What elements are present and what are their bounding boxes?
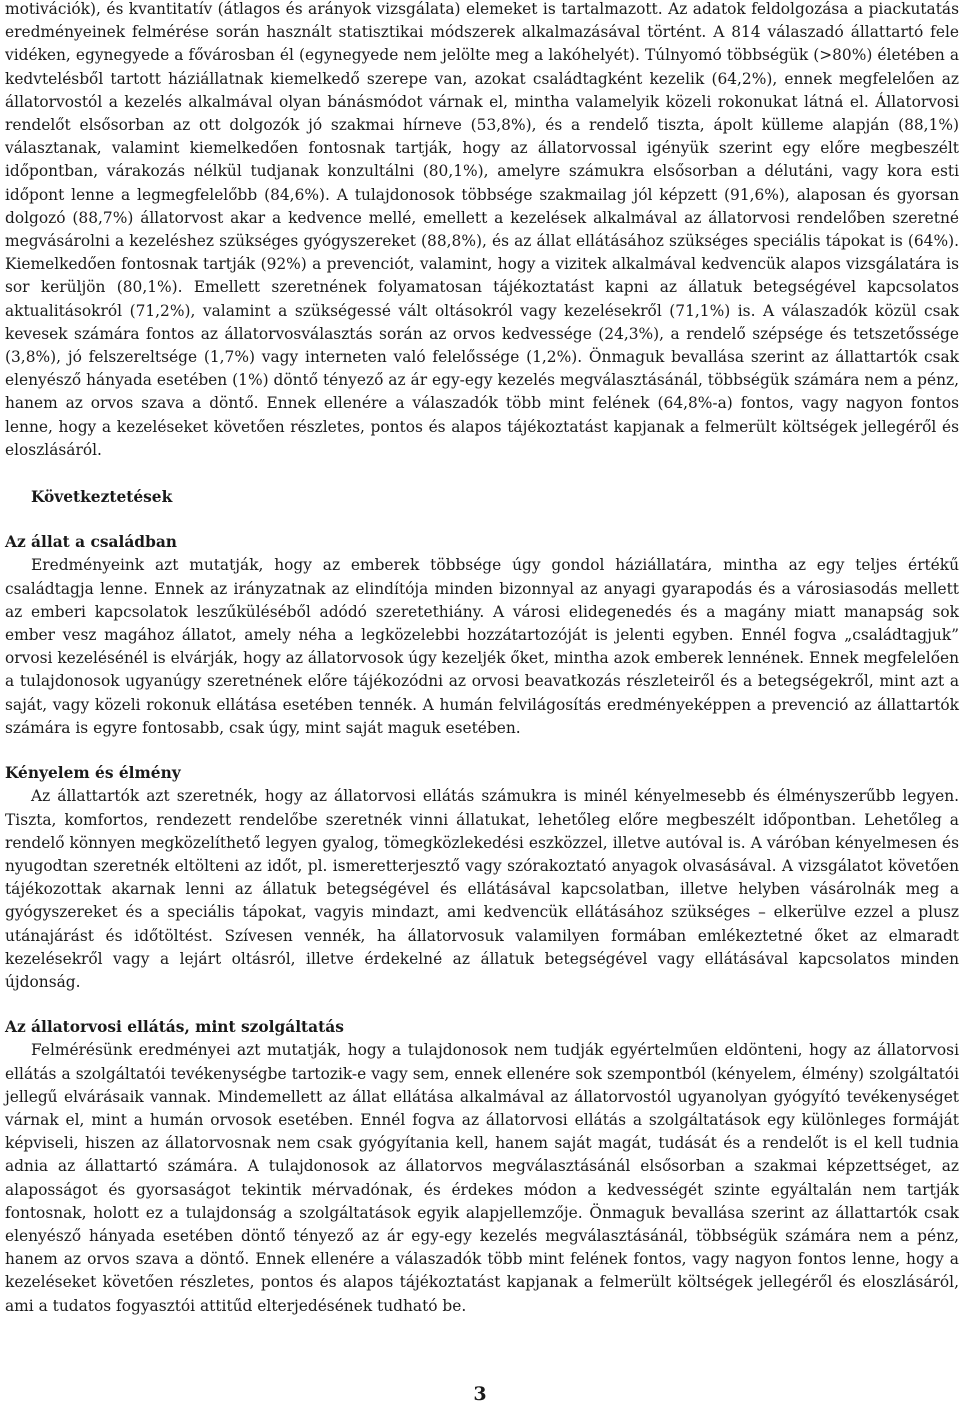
- document-page: [5, 0, 959, 1318]
- page-number: 3: [473, 1383, 487, 1405]
- section-heading-family: Az állat a családban: [5, 533, 177, 552]
- section-paragraph-service: Felmérésünk eredményei azt mutatják, hogy a tulajdonosok nem tudják egyértelműen eldönteni, hogy az állatorvosi ellátás a szolgáltatói tevékenységbe tartozik-e vagy sem, ennek ellenére sok szempontból (kényelem, élmény) szolgáltatói jellegű elvárásaik vannak. Mindemellett az állat ellátása alkalmával az állatorvostól ugyanolyan gyógyító tevékenységet várnak el, mint a humán orvosok esetében. Ennél fogva az állatorvosi ellátás a szolgáltatások egy különleges formáját képviseli, hiszen az állatorvosnak nem csak gyógyítania kell, hanem saját magát, tudását és a rendelőt is el kell tudnia adnia az állattartó számára. A tulajdonosok az állatorvos megválasztásánál elsősorban a szakmai képzettséget, az alaposságot és gyorsaságot tekintik mérvadónak, és érdekes módon a kedvességét szinte egyáltalán nem tartják fontosnak, holott ez a tulajdonság a szolgáltatások egyik alapjellemzője. Önmaguk bevallása szerint az állattartók csak elenyésző hányada esetében döntő tényező az ár egy-egy kezelés megválasztásánál, többségük számára nem a pénz, hanem az orvos szava a döntő. Ennek ellenére a válaszadók több mint felének fontos, vagy nagyon fontos lenne, hogy a kezeléseket követően részletes, pontos és alapos tájékoztatást kapjanak a felmerült költségek jellegéről és eloszlásáról, ami a tudatos fogyasztói attitűd elterjedésének tudható be.: [5, 1041, 959, 1315]
- intro-paragraph: motivációk), és kvantitatív (átlagos és arányok vizsgálata) elemeket is tartalmazott. Az adatok feldolgozása a piackutatás eredményeinek felmérése során használt statisztikai módszerek alkalmazásával történt. A 814 válaszadó állattartó fele vidéken, egynegyede a fővárosban él (egynegyede nem jelölte meg a lakóhelyét). Túlnyomó többségük (>80%) életében a kedvtelésből tartott háziállatnak kiemelkedő szerepe van, azokat családtagként kezelik (64,2%), ennek megfelelően az állatorvostól a kezelés alkalmával olyan bánásmódot várnak el, mintha valamelyik közeli rokonukat látná el. Állatorvosi rendelőt elsősorban az ott dolgozók jó szakmai hírneve (53,8%), és a rendelő tiszta, ápolt külleme alapján (88,1%) választanak, valamint kiemelkedően fontosnak tartják, hogy az állatorvossal igényük szerint egy előre megbeszélt időpontban, várakozás nélkül tudjanak konzultálni (80,1%), amelyre számukra elsősorban a délutáni, vagy kora esti időpont lenne a legmegfelelőbb (84,6%). A tulajdonosok többsége szakmailag jól képzett (91,6%), alaposan és gyorsan dolgozó (88,7%) állatorvost akar a kedvence mellé, emellett a kezelések alkalmával az állatorvosi rendelőben szeretné megvásárolni a kezeléshez szükséges gyógyszereket (88,8%), és az állat ellátásához szükséges speciális tápokat is (64%). Kiemelkedően fontosnak tartják (92%) a prevenciót, valamint, hogy a vizitek alkalmával kedvencük alapos vizsgálatára is sor kerüljön (80,1%). Emellett szeretnének folyamatosan tájékoztatást kapni az állatuk betegségével kapcsolatos aktualitásokról (71,2%), valamint a szükségessé vált oltásokról vagy kezelésekről (71,1%) is. A válaszadók közül csak kevesek számára fontos az állatorvosválasztás során az orvos kedvessége (24,3%), a rendelő szépsége és tetszetőssége (3,8%), jó felszereltsége (1,7%) vagy interneten való felelőssége (1,2%). Önmaguk bevallása szerint az állattartók csak elenyésző hányada esetében (1%) döntő tényező az ár egy-egy kezelés megválasztásánál, többségük számára nem a pénz, hanem az orvos szava a döntő. Ennek ellenére a válaszadók több mint felének (64,8%-a) fontos, vagy nagyon fontos lenne, hogy a kezeléseket követően részletes, pontos és alapos tájékoztatást kapjanak a felmerült költségek jellegéről és eloszlásáról.: [5, 0, 959, 459]
- section-heading-comfort: Kényelem és élmény: [5, 764, 181, 783]
- section-paragraph-family: Eredményeink azt mutatják, hogy az emberek többsége úgy gondol háziállatára, mintha az egy teljes értékű családtagja lenne. Ennek az irányzatnak az elindítója minden bizonnyal az anyagi gyarapodás és a városiasodás mellett az emberi kapcsolatok leszűküléséből adódó szeretethiány. A városi elidegenedés és a magány miatt manapság sok ember vesz magához állatot, amely néha a legközelebbi hozzátartozóját is jelenti egyben. Ennél fogva „családtagjuk” orvosi kezelésénél is elvárják, hogy az állatorvosok úgy kezeljék őket, mintha azok emberek lennének. Ennek megfelelően a tulajdonosok ugyanúgy szeretnének előre tájékozódni az orvosi beavatkozás részleteiről és a betegségekről, mint azt a saját, vagy közeli rokonuk ellátása esetében tennék. A humán felvilágosítás eredményeképpen a prevenció az állattartók számára is egyre fontosabb, csak úgy, mint saját maguk esetében.: [5, 556, 959, 737]
- conclusions-heading: Következtetések: [31, 488, 173, 507]
- section-paragraph-comfort: Az állattartók azt szeretnék, hogy az állatorvosi ellátás számukra is minél kényelmesebb és élményszerűbb legyen. Tiszta, komfortos, rendezett rendelőbe szeretnék vinni állatukat, lehetőleg előre megbeszélt időpontban. Lehetőleg a rendelő könnyen megközelíthető legyen gyalog, tömegközlekedési eszközzel, illetve autóval is. A váróban kényelmesen és nyugodtan szeretnék eltölteni az időt, pl. ismeretterjesztő vagy szórakoztató anyagok olvasásával. A vizsgálatot követően tájékozottak akarnak lenni az állatuk betegségével és ellátásával kapcsolatban, illetve helyben vásárolnák meg a gyógyszereket és a speciális tápokat, vagyis mindazt, ami kedvencük ellátásához szükséges – elkerülve ezzel a plusz utánajárást és időtöltést. Szívesen vennék, ha állatorvosuk valamilyen formában emlékeztetné őket az elmaradt kezelésekről vagy a lejárt oltásról, illetve érdekelné az állatuk betegségével vagy ellátásával kapcsolatos minden újdonság.: [5, 787, 959, 991]
- section-heading-service: Az állatorvosi ellátás, mint szolgáltatás: [5, 1018, 344, 1037]
